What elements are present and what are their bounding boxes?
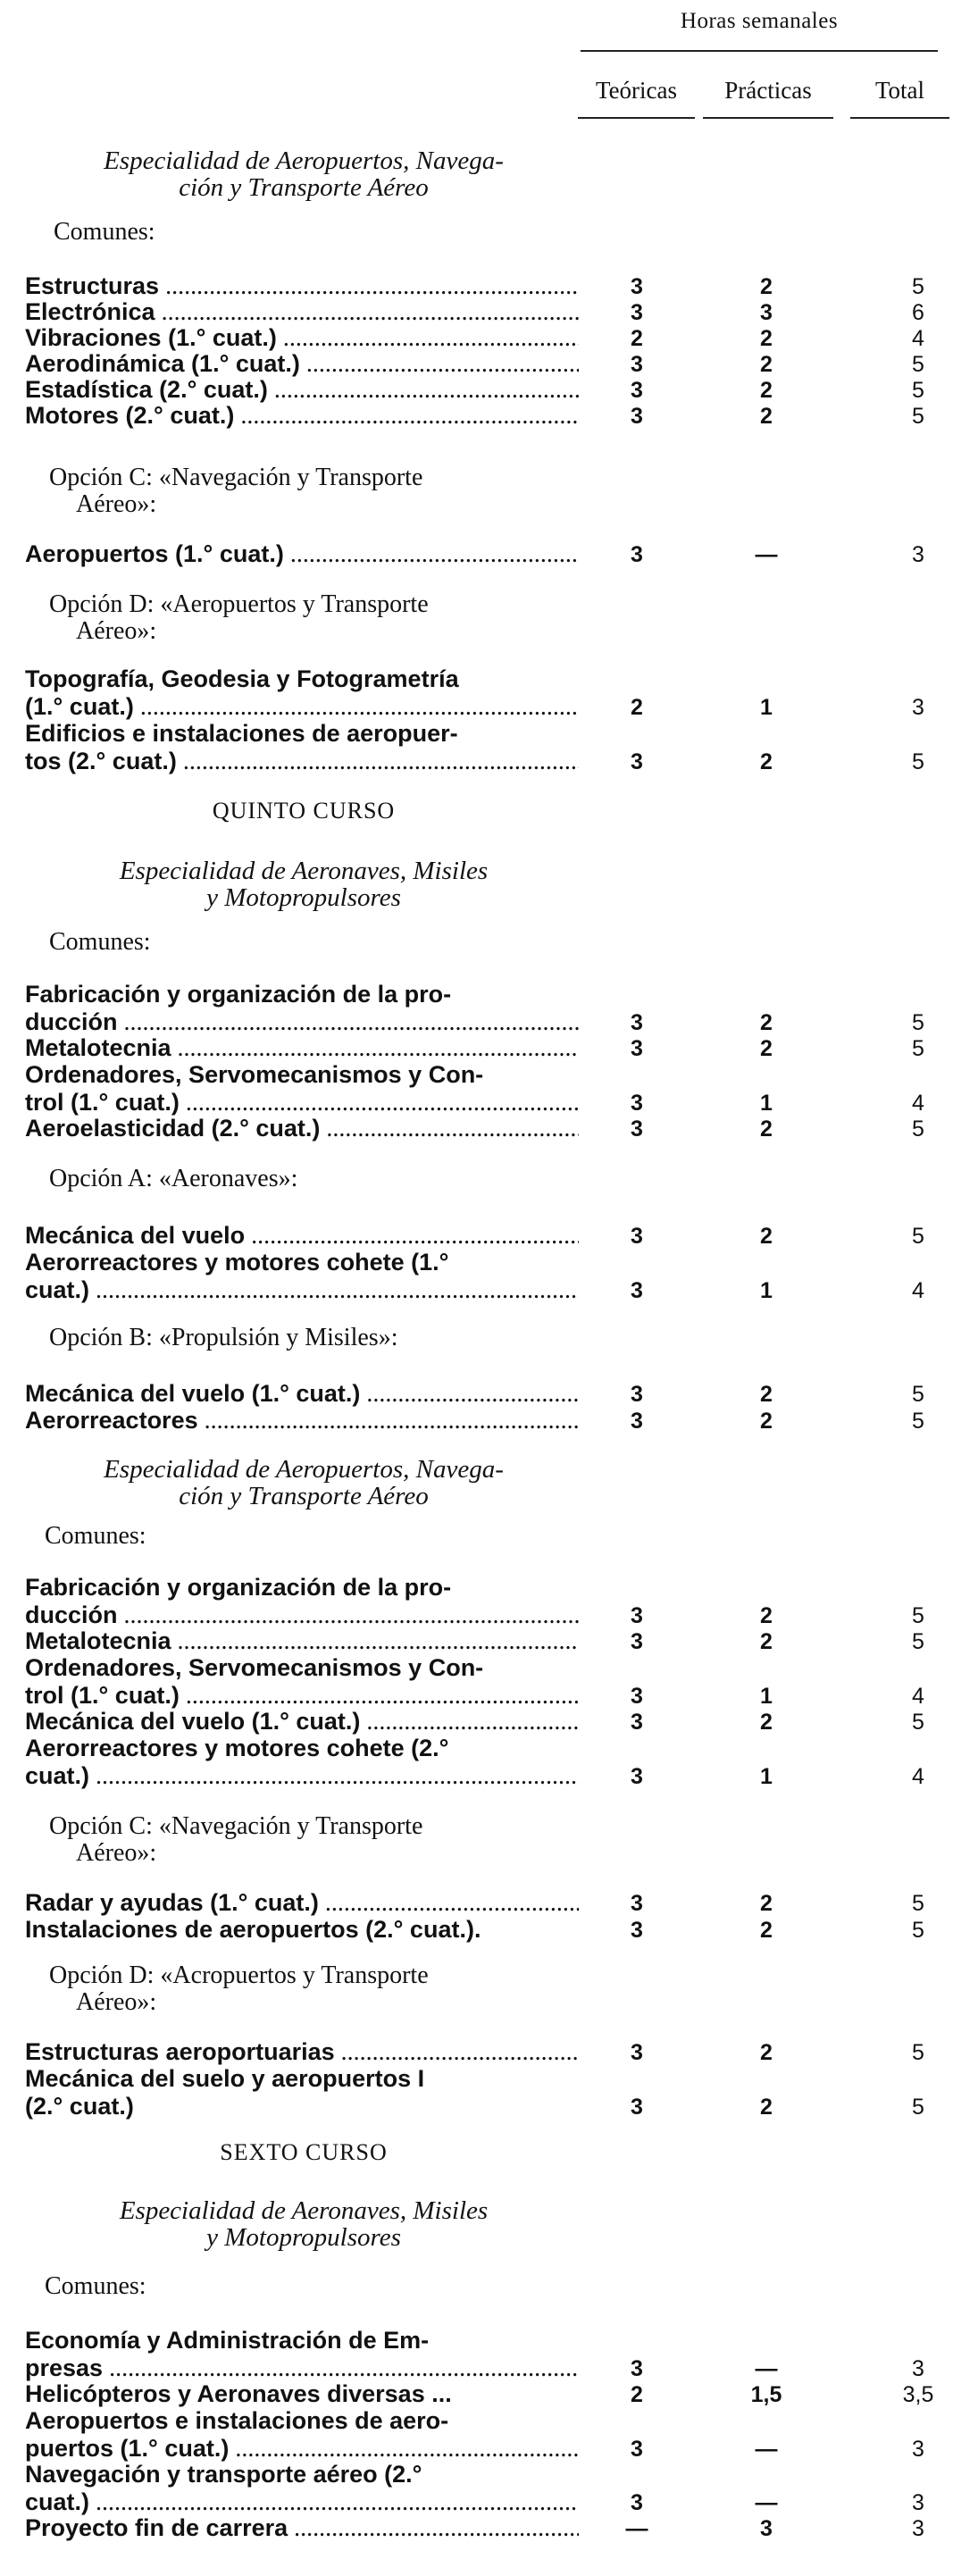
- subject-label: Electrónica: [25, 298, 155, 325]
- total-value: 5: [912, 1409, 924, 1434]
- teoricas-value: 3: [631, 2040, 643, 2065]
- subject-label: Opción C: «Navegación y Transporte: [49, 464, 423, 491]
- teoricas-value: 3: [631, 1117, 643, 1142]
- table-row: [25, 1574, 954, 1629]
- total-value: 5: [912, 1918, 924, 1943]
- column-underline: [850, 117, 949, 119]
- subject-label: [25, 2380, 579, 2408]
- subject-label: [25, 2488, 579, 2516]
- option-c-heading: [49, 1813, 585, 1867]
- practicas-value: 2: [760, 1382, 773, 1407]
- subject-label: [25, 1574, 579, 1602]
- practicas-value: 1: [760, 1764, 773, 1789]
- subject-label: [25, 402, 579, 430]
- subject-label: Estructuras aeroportuarias: [25, 2038, 335, 2065]
- practicas-value: 2: [760, 1710, 773, 1735]
- subject-label: Opción C: «Navegación y Transporte: [49, 1812, 423, 1840]
- practicas-value: 3: [760, 2516, 773, 2541]
- table-row: [25, 1380, 954, 1408]
- subject-label: Aerorreactores: [25, 1407, 198, 1434]
- practicas-value: 1: [760, 1091, 773, 1116]
- subject-label: Opción A: «Aeronaves»:: [49, 1165, 298, 1192]
- subject-label: [25, 1762, 579, 1790]
- subject-label: Total: [874, 77, 925, 104]
- subject-label: Ordenadores, Servomecanismos y Con-: [25, 1654, 484, 1681]
- subject-label: Fabricación y organización de la pro-: [25, 981, 452, 1008]
- column-header-practicas: [710, 77, 826, 105]
- subject-label: [25, 1735, 579, 1762]
- total-value: 3,5: [902, 2382, 934, 2407]
- total-value: 3: [912, 2356, 924, 2381]
- column-underline: [703, 117, 833, 119]
- subject-label: Metalotecnia: [25, 1034, 171, 1061]
- total-value: 5: [912, 1010, 924, 1035]
- total-value: 5: [912, 1629, 924, 1654]
- total-value: 5: [912, 749, 924, 774]
- subject-label: Aéreo»:: [76, 1839, 157, 1867]
- practicas-value: 3: [760, 300, 773, 325]
- practicas-value: 2: [760, 1117, 773, 1142]
- subject-label: Ordenadores, Servomecanismos y Con-: [25, 1061, 484, 1088]
- subject-label: cuat.): [25, 2488, 90, 2515]
- subject-label: Especialidad de Aeropuertos, Navega-: [104, 146, 504, 175]
- practicas-value: 1,5: [750, 2382, 782, 2407]
- teoricas-value: 3: [631, 274, 643, 299]
- teoricas-value: 3: [631, 749, 643, 774]
- practicas-value: 2: [760, 749, 773, 774]
- subject-label: [25, 1407, 579, 1434]
- table-row: [25, 324, 954, 352]
- subject-label: Aéreo»:: [76, 617, 157, 645]
- subject-label: [25, 748, 579, 775]
- practicas-value: —: [755, 2490, 778, 2515]
- teoricas-value: 3: [631, 1224, 643, 1249]
- table-row: [25, 376, 954, 404]
- specialty-heading: [18, 857, 589, 911]
- subject-label: ción y Transporte Aéreo: [179, 1482, 429, 1510]
- teoricas-value: 3: [631, 404, 643, 429]
- practicas-value: —: [755, 542, 778, 567]
- practicas-value: 2: [760, 1224, 773, 1249]
- table-row: [25, 1708, 954, 1735]
- subject-label: Mecánica del vuelo (1.° cuat.): [25, 1380, 361, 1407]
- table-row: [25, 1654, 954, 1710]
- subject-label: [25, 2407, 579, 2435]
- teoricas-value: 3: [631, 378, 643, 403]
- specialty-heading: [18, 2197, 589, 2251]
- comunes-label: Comunes:: [45, 2272, 146, 2300]
- teoricas-value: —: [625, 2516, 648, 2541]
- practicas-value: 2: [760, 2040, 773, 2065]
- teoricas-value: 3: [631, 2095, 643, 2120]
- subject-label: Estructuras: [25, 272, 160, 299]
- subject-label: [25, 1380, 579, 1408]
- teoricas-value: 3: [631, 1918, 643, 1943]
- table-row: [25, 1889, 954, 1917]
- total-value: 3: [912, 2437, 924, 2462]
- practicas-value: 2: [760, 1036, 773, 1061]
- table-row: [25, 2327, 954, 2382]
- teoricas-value: 3: [631, 1710, 643, 1735]
- table-row: [25, 1627, 954, 1655]
- subject-label: Aerorreactores y motores cohete (2.°: [25, 1735, 449, 1761]
- table-row: [25, 2380, 954, 2408]
- subject-label: (1.° cuat.): [25, 693, 134, 720]
- subject-label: [25, 2038, 579, 2066]
- subject-label: [25, 1654, 579, 1682]
- subject-label: trol (1.° cuat.): [25, 1682, 180, 1709]
- subject-label: [25, 376, 579, 404]
- column-header-teoricas: [585, 77, 688, 105]
- subject-label: y Motopropulsores: [206, 2223, 401, 2252]
- total-value: 3: [912, 2490, 924, 2515]
- total-value: 5: [912, 1117, 924, 1142]
- total-value: 4: [912, 1764, 924, 1789]
- header-rule: [581, 50, 938, 52]
- comunes-label: Comunes:: [54, 218, 155, 246]
- option-b-heading: [49, 1325, 585, 1351]
- practicas-value: 2: [760, 274, 773, 299]
- subject-label: [25, 1008, 579, 1036]
- table-row: [25, 1735, 954, 1790]
- teoricas-value: 3: [631, 542, 643, 567]
- teoricas-value: 3: [631, 2490, 643, 2515]
- subject-label: Especialidad de Aeronaves, Misiles: [119, 2196, 489, 2225]
- hours-header-title: Horas semanales: [680, 9, 839, 33]
- comunes-label: Comunes:: [45, 1522, 146, 1550]
- subject-label: Especialidad de Aeronaves, Misiles: [119, 857, 489, 885]
- teoricas-value: 3: [631, 1278, 643, 1303]
- practicas-value: 2: [760, 1629, 773, 1654]
- table-row: [25, 1061, 954, 1117]
- table-row: [25, 272, 954, 300]
- subject-label: [25, 981, 579, 1008]
- total-value: 5: [912, 1036, 924, 1061]
- subject-label: [25, 1061, 579, 1089]
- subject-label: Aéreo»:: [76, 1988, 157, 2016]
- teoricas-value: 3: [631, 2437, 643, 2462]
- subject-label: [25, 1602, 579, 1629]
- practicas-value: 1: [760, 695, 773, 720]
- total-value: 4: [912, 1684, 924, 1709]
- subject-label: Mecánica del vuelo: [25, 1222, 246, 1249]
- practicas-value: 2: [760, 1918, 773, 1943]
- subject-label: Teóricas: [595, 77, 678, 104]
- table-row: [25, 1034, 954, 1062]
- table-row: [25, 2038, 954, 2066]
- total-value: 4: [912, 326, 924, 351]
- total-value: 3: [912, 695, 924, 720]
- subject-label: [25, 1627, 579, 1655]
- total-value: 5: [912, 2095, 924, 2120]
- practicas-value: 2: [760, 1603, 773, 1628]
- total-value: 5: [912, 274, 924, 299]
- subject-label: Topografía, Geodesia y Fotogrametría: [25, 665, 459, 692]
- table-row: [25, 1407, 954, 1434]
- practicas-value: 1: [760, 1278, 773, 1303]
- subject-label: [25, 324, 579, 352]
- subject-label: [25, 1089, 579, 1117]
- total-value: 5: [912, 352, 924, 377]
- course-heading-quinto: QUINTO CURSO: [212, 798, 396, 824]
- teoricas-value: 3: [631, 1629, 643, 1654]
- subject-label: Fabricación y organización de la pro-: [25, 1574, 452, 1601]
- table-row: [25, 2407, 954, 2463]
- subject-label: tos (2.° cuat.): [25, 748, 177, 774]
- subject-label: ción y Transporte Aéreo: [179, 173, 429, 202]
- teoricas-value: 3: [631, 2356, 643, 2381]
- teoricas-value: 3: [631, 1382, 643, 1407]
- teoricas-value: 3: [631, 1409, 643, 1434]
- table-row: [25, 665, 954, 721]
- option-d-heading: [49, 1962, 585, 2016]
- teoricas-value: 2: [631, 695, 643, 720]
- table-row: [25, 298, 954, 326]
- teoricas-value: 3: [631, 1010, 643, 1035]
- total-value: 3: [912, 542, 924, 567]
- subject-label: [25, 1222, 579, 1250]
- subject-label: [25, 2093, 579, 2120]
- subject-label: [25, 1115, 579, 1142]
- subject-label: (2.° cuat.): [25, 2093, 134, 2120]
- subject-label: trol (1.° cuat.): [25, 1089, 180, 1116]
- table-row: [25, 1916, 954, 1944]
- subject-label: Motores (2.° cuat.): [25, 402, 235, 429]
- subject-label: [25, 1249, 579, 1276]
- subject-label: [25, 1682, 579, 1710]
- practicas-value: —: [755, 2437, 778, 2462]
- subject-label: Aeropuertos e instalaciones de aero-: [25, 2407, 449, 2434]
- table-row: [25, 2065, 954, 2120]
- table-row: [25, 981, 954, 1036]
- subject-label: cuat.): [25, 1762, 90, 1789]
- total-value: 5: [912, 1891, 924, 1916]
- column-underline: [578, 117, 695, 119]
- subject-label: [25, 693, 579, 721]
- teoricas-value: 3: [631, 1036, 643, 1061]
- subject-label: Radar y ayudas (1.° cuat.): [25, 1889, 319, 1916]
- teoricas-value: 3: [631, 1603, 643, 1628]
- subject-label: Aeropuertos (1.° cuat.): [25, 540, 284, 567]
- teoricas-value: 3: [631, 1091, 643, 1116]
- subject-label: Especialidad de Aeropuertos, Navega-: [104, 1455, 504, 1484]
- column-header-total: [857, 77, 942, 105]
- subject-label: Edificios e instalaciones de aeropuer-: [25, 720, 458, 747]
- subject-label: Instalaciones de aeropuertos (2.° cuat.).: [25, 1916, 481, 1943]
- teoricas-value: 2: [631, 2382, 643, 2407]
- practicas-value: 2: [760, 2095, 773, 2120]
- total-value: 6: [912, 300, 924, 325]
- subject-label: [25, 2461, 579, 2488]
- subject-label: [25, 665, 579, 693]
- practicas-value: 2: [760, 404, 773, 429]
- table-row: [25, 540, 954, 568]
- option-c-heading: [49, 464, 585, 518]
- subject-label: Opción D: «Acropuertos y Transporte: [49, 1961, 429, 1989]
- teoricas-value: 3: [631, 1684, 643, 1709]
- total-value: 5: [912, 404, 924, 429]
- subject-label: [25, 298, 579, 326]
- total-value: 5: [912, 1224, 924, 1249]
- specialty-heading: [18, 1456, 589, 1510]
- subject-label: [25, 2435, 579, 2463]
- subject-label: Metalotecnia: [25, 1627, 171, 1654]
- total-value: 4: [912, 1278, 924, 1303]
- subject-label: [25, 272, 579, 300]
- total-value: 4: [912, 1091, 924, 1116]
- option-a-heading: [49, 1166, 585, 1192]
- subject-label: ducción: [25, 1602, 118, 1628]
- practicas-value: 2: [760, 1409, 773, 1434]
- subject-label: Proyecto fin de carrera: [25, 2514, 288, 2541]
- practicas-value: 2: [760, 1891, 773, 1916]
- subject-label: Estadística (2.° cuat.): [25, 376, 268, 403]
- subject-label: [25, 1034, 579, 1062]
- teoricas-value: 3: [631, 1891, 643, 1916]
- subject-label: Opción B: «Propulsión y Misiles»:: [49, 1324, 398, 1351]
- subject-label: [25, 2514, 579, 2542]
- subject-label: Vibraciones (1.° cuat.): [25, 324, 277, 351]
- practicas-value: 2: [760, 1010, 773, 1035]
- subject-label: [25, 350, 579, 378]
- total-value: 5: [912, 378, 924, 403]
- subject-label: [25, 1708, 579, 1735]
- teoricas-value: 3: [631, 300, 643, 325]
- practicas-value: 2: [760, 378, 773, 403]
- subject-label: Aerodinámica (1.° cuat.): [25, 350, 300, 377]
- table-row: [25, 1222, 954, 1250]
- subject-label: [25, 2327, 579, 2354]
- subject-label: [25, 1889, 579, 1917]
- table-row: [25, 1249, 954, 1304]
- course-heading-sexto: SEXTO CURSO: [220, 2139, 388, 2165]
- subject-label: Mecánica del vuelo (1.° cuat.): [25, 1708, 361, 1735]
- total-value: 5: [912, 2040, 924, 2065]
- comunes-label: Comunes:: [49, 928, 151, 956]
- subject-label: y Motopropulsores: [206, 883, 401, 912]
- practicas-value: 1: [760, 1684, 773, 1709]
- specialty-heading: [18, 147, 589, 201]
- subject-label: Opción D: «Aeropuertos y Transporte: [49, 590, 429, 618]
- practicas-value: 2: [760, 352, 773, 377]
- total-value: 5: [912, 1603, 924, 1628]
- table-row: [25, 402, 954, 430]
- practicas-value: 2: [760, 326, 773, 351]
- subject-label: puertos (1.° cuat.): [25, 2435, 230, 2462]
- subject-label: [25, 1916, 579, 1944]
- table-row: [25, 720, 954, 775]
- table-row: [25, 2461, 954, 2516]
- subject-label: [25, 540, 579, 568]
- option-d-heading: [49, 591, 585, 645]
- subject-label: ducción: [25, 1008, 118, 1035]
- table-row: [25, 2514, 954, 2542]
- practicas-value: —: [755, 2356, 778, 2381]
- total-value: 5: [912, 1710, 924, 1735]
- subject-label: Economía y Administración de Em-: [25, 2327, 430, 2354]
- total-value: 5: [912, 1382, 924, 1407]
- subject-label: Mecánica del suelo y aeropuertos I: [25, 2065, 425, 2092]
- teoricas-value: 3: [631, 352, 643, 377]
- table-row: [25, 350, 954, 378]
- subject-label: Aeroelasticidad (2.° cuat.): [25, 1115, 321, 1142]
- subject-label: [25, 2065, 579, 2093]
- subject-label: Prácticas: [724, 77, 812, 104]
- teoricas-value: 3: [631, 1764, 643, 1789]
- subject-label: [25, 1276, 579, 1304]
- teoricas-value: 2: [631, 326, 643, 351]
- subject-label: Aerorreactores y motores cohete (1.°: [25, 1249, 449, 1275]
- subject-label: [25, 720, 579, 748]
- subject-label: Helicópteros y Aeronaves diversas ...: [25, 2380, 452, 2407]
- total-value: 3: [912, 2516, 924, 2541]
- subject-label: Navegación y transporte aéreo (2.°: [25, 2461, 422, 2488]
- subject-label: presas: [25, 2354, 104, 2381]
- subject-label: [25, 2354, 579, 2382]
- subject-label: cuat.): [25, 1276, 90, 1303]
- subject-label: Aéreo»:: [76, 490, 157, 518]
- table-row: [25, 1115, 954, 1142]
